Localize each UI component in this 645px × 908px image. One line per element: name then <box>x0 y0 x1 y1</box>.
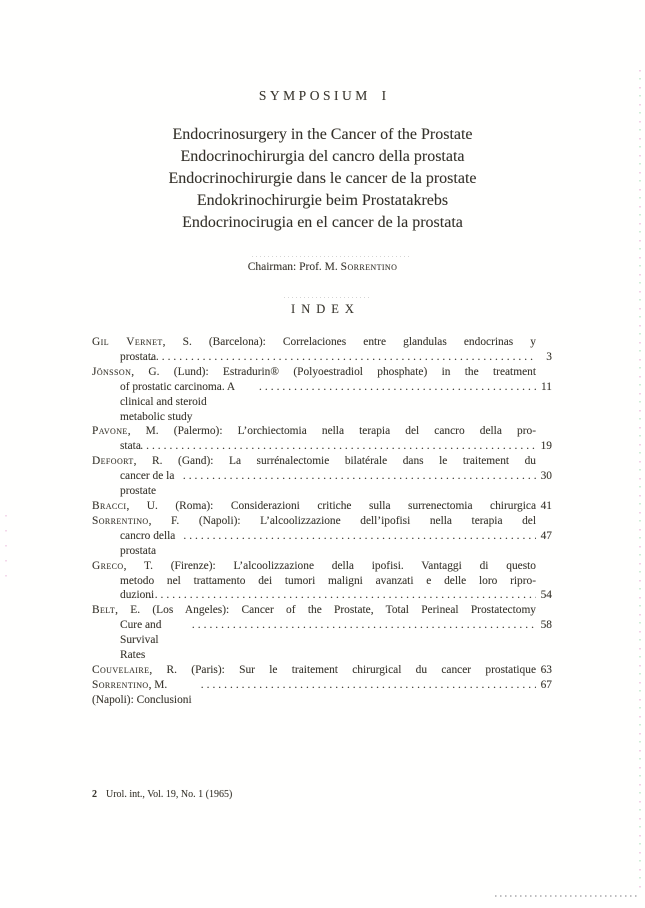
author-name: Gil Vernet <box>92 336 163 348</box>
index-line-text: Bracci, U. (Roma): Considerazioni critiche sulla surrenectomia chirurgica <box>92 499 536 512</box>
title-italian: Endocrinochirurgia del cancro della prostata <box>180 148 465 165</box>
dot-leader <box>253 380 536 395</box>
title-spanish: Endocrinocirugia en el cancer de la prostata <box>182 214 463 231</box>
index-line <box>92 454 552 469</box>
entry-page-number: 3 <box>546 350 552 363</box>
index-heading: INDEX <box>291 302 360 316</box>
author-name: Jönsson <box>92 365 132 378</box>
dot-leader <box>186 618 536 633</box>
author-name: Sorrentino <box>92 678 149 691</box>
title-german: Endokrinochirurgie beim Prostatakrebs <box>196 192 449 209</box>
title-french: Endocrinochirurgie dans le cancer de la prostate <box>168 170 477 187</box>
author-name: Bracci <box>92 499 127 512</box>
scan-noise-above-chairman <box>252 256 410 257</box>
index-line-text: Sorrentino, M. (Napoli): Conclusioni <box>92 678 192 706</box>
entry-page-number: 63 <box>540 663 552 676</box>
index-line-text: Jönsson, G. (Lund): Estradurin® (Polyoestradiol phosphate) in the treatment <box>92 365 536 378</box>
index-line <box>92 603 552 618</box>
author-name: Belt <box>92 604 116 617</box>
scan-artifact-bottom-edge <box>495 895 637 897</box>
entry-page-number: 30 <box>540 470 552 483</box>
symposium-heading: SYMPOSIUM I <box>258 88 390 103</box>
index-line-text: duzioni <box>120 589 155 602</box>
author-name: Greco <box>92 559 124 572</box>
index-line <box>92 365 552 380</box>
dot-leader <box>177 469 536 484</box>
index-line-text: metodo nel trattamento dei tumori maligni avanzati e delle loro ripro- <box>120 574 536 587</box>
entry-page-number: 41 <box>540 499 552 512</box>
index-line <box>92 588 552 603</box>
chairman-line <box>0 260 645 275</box>
index-line <box>92 559 552 574</box>
index-line-text: Gil Vernet, S. (Barcelona): Correlaciones entre glandulas endocrinas y <box>92 336 537 348</box>
index-line <box>92 574 552 589</box>
author-name: Couvelaire <box>92 663 150 676</box>
index-line-text: stata <box>120 440 141 453</box>
index-line-text: cancro della prostata <box>120 529 179 557</box>
chairman-name: Sorrentino <box>340 261 398 273</box>
index-line-text: Pavone, M. (Palermo): L’orchiectomia nella terapia del cancro della pro- <box>92 425 536 438</box>
index-line-text: Cure and Survival Rates <box>120 619 165 662</box>
index-line <box>92 529 552 559</box>
index-line <box>92 678 552 708</box>
entry-page-number: 58 <box>540 619 552 632</box>
index-line-text: prostata <box>120 350 157 363</box>
scan-artifact-left-edge <box>5 515 7 587</box>
entry-page-number: 11 <box>541 380 552 393</box>
dot-leader <box>143 588 536 603</box>
dot-leader <box>195 678 536 693</box>
index-line-text: Sorrentino, F. (Napoli): L’alcoolizzazione dell’ipofisi nella terapia del <box>92 514 536 527</box>
index-line-text: Couvelaire, R. (Paris): Sur le traitement chirurgical du cancer prostatique <box>92 663 536 676</box>
index-line-text: of prostatic carcinoma. A clinical and steroid metabolic study <box>120 380 238 423</box>
dot-leader <box>144 350 536 365</box>
index-line-text: Greco, T. (Firenze): L’alcoolizzazione della ipofisi. Vantaggi di questo <box>92 559 536 572</box>
entry-page-number: 54 <box>540 589 552 602</box>
footer-journal-ref: Urol. int., Vol. 19, No. 1 (1965) <box>106 789 233 800</box>
scan-noise-above-index <box>284 297 370 298</box>
index-line <box>92 469 552 499</box>
index-line <box>92 424 552 439</box>
index-line <box>92 350 552 365</box>
author-name: Defoort <box>92 455 134 468</box>
index-line-text: cancer de la prostate <box>120 470 178 498</box>
index-line <box>92 380 552 425</box>
index-line <box>92 663 552 678</box>
index-line <box>92 499 552 514</box>
chairman-prefix: Chairman: Prof. M. <box>247 261 341 273</box>
page-footer <box>92 789 232 800</box>
author-name: Pavone <box>92 425 128 438</box>
dot-leader <box>177 529 536 544</box>
dot-leader <box>134 439 536 454</box>
title-block <box>0 124 645 234</box>
entry-page-number: 47 <box>540 529 552 542</box>
index-line <box>92 514 552 529</box>
title-english: Endocrinosurgery in the Cancer of the Prostate <box>172 126 473 143</box>
entry-page-number: 19 <box>540 440 552 453</box>
index-line <box>92 335 552 350</box>
index-entries <box>92 335 552 708</box>
index-line-text: Belt, E. (Los Angeles): Cancer of the Prostate, Total Perineal Prostatectomy <box>92 604 536 617</box>
entry-page-number: 67 <box>540 678 552 691</box>
index-line <box>92 618 552 663</box>
index-line-text: Defoort, R. (Gand): La surrénalectomie bilatérale dans le traitement du <box>92 455 536 468</box>
author-name: Sorrentino <box>92 514 149 527</box>
footer-page-number: 2 <box>92 789 97 800</box>
index-line <box>92 439 552 454</box>
